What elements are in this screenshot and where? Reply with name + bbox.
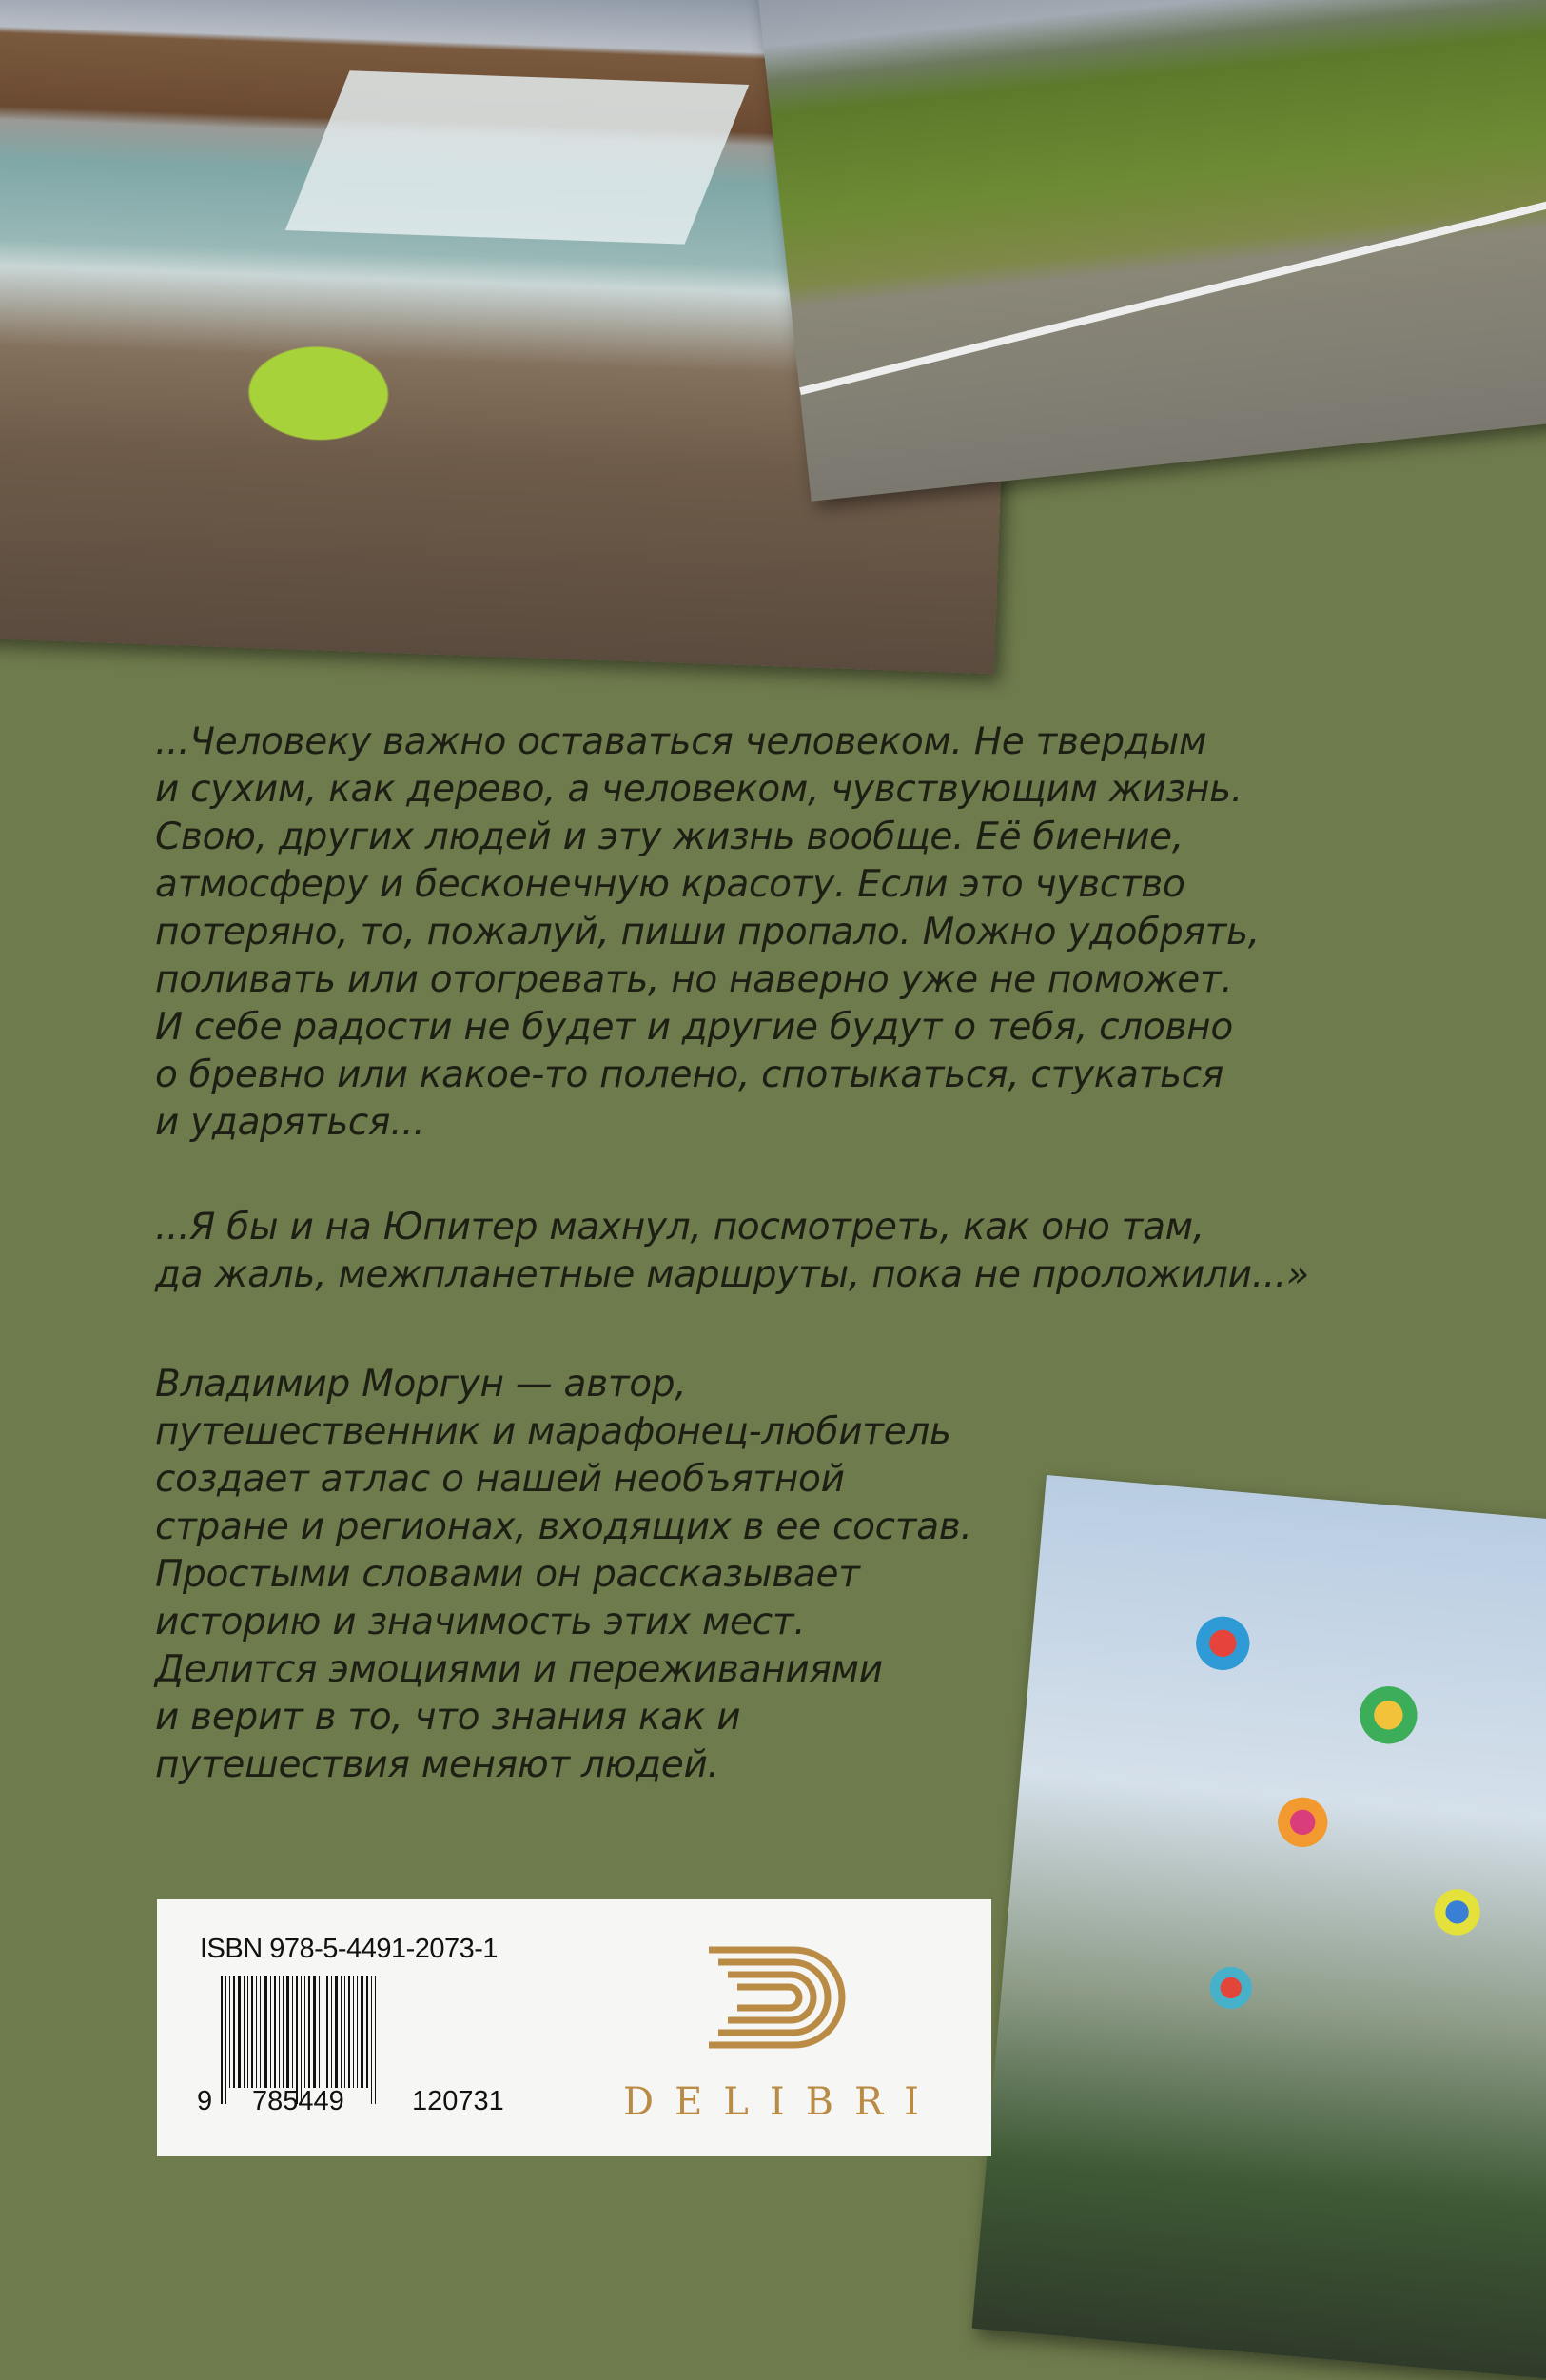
barcode-bar bbox=[279, 1976, 280, 2088]
barcode-bar bbox=[256, 1976, 257, 2088]
barcode-bar bbox=[353, 1976, 354, 2088]
barcode-bar bbox=[366, 1976, 368, 2088]
road-marking bbox=[799, 157, 1546, 395]
text-line: и сухим, как дерево, а человеком, чувствующим жизнь. bbox=[155, 768, 1243, 811]
barcode-digits-left: 785449 bbox=[252, 2086, 344, 2116]
barcode-bar bbox=[313, 1976, 316, 2088]
text-line: путешествия меняют людей. bbox=[155, 1743, 719, 1786]
quote-paragraph-1 bbox=[155, 718, 1260, 1147]
text-line: потеряно, то, пожалуй, пиши пропало. Можно удобрять, bbox=[155, 911, 1260, 954]
text-line: историю и значимость этих мест. bbox=[155, 1601, 806, 1643]
barcode-bar bbox=[260, 1976, 261, 2088]
barcode-bar bbox=[251, 1976, 253, 2088]
barcode-label bbox=[157, 1899, 991, 2156]
text-line: поливать или отогревать, но наверно уже не поможет. bbox=[155, 958, 1233, 1001]
barcode-bar bbox=[308, 1976, 310, 2088]
text-line: Владимир Моргун — автор, bbox=[155, 1363, 687, 1406]
barcode-bar bbox=[335, 1976, 338, 2088]
text-line: создает атлас о нашей необъятной bbox=[155, 1458, 845, 1501]
barcode-bar bbox=[348, 1976, 350, 2088]
barcode-bar bbox=[301, 1976, 302, 2104]
barcode-digit-first: 9 bbox=[197, 2086, 213, 2116]
barcode-bar bbox=[344, 1976, 345, 2088]
barcode-bar bbox=[361, 1976, 363, 2088]
barcode-bar bbox=[247, 1976, 248, 2088]
text-line: и верит в то, что знания как и bbox=[155, 1696, 741, 1739]
text-line: атмосферу и бесконечную красоту. Если это чувство bbox=[155, 863, 1185, 906]
barcode-bar bbox=[283, 1976, 284, 2088]
isbn-text: ISBN 978-5-4491-2073-1 bbox=[200, 1934, 499, 1964]
author-description bbox=[155, 1361, 972, 1789]
text-line: путешественник и марафонец-любитель bbox=[155, 1410, 951, 1453]
barcode-bar bbox=[331, 1976, 332, 2088]
barcode-bar bbox=[296, 1976, 298, 2104]
delibri-logo-icon bbox=[709, 1945, 861, 2050]
barcode-bar bbox=[375, 1976, 376, 2104]
barcode-bar bbox=[292, 1976, 293, 2088]
barcode-bar bbox=[326, 1976, 328, 2088]
barcode-bar bbox=[274, 1976, 276, 2088]
barcode-bar bbox=[264, 1976, 267, 2088]
barcode-bar bbox=[233, 1976, 235, 2088]
text-line: стране и регионах, входящих в ее состав. bbox=[155, 1505, 972, 1548]
publisher-name: DELIBRI bbox=[623, 2080, 940, 2124]
barcode-bar bbox=[225, 1976, 226, 2104]
barcode-bar bbox=[357, 1976, 358, 2088]
barcode-bar bbox=[341, 1976, 342, 2088]
umbrella-alley-photo bbox=[972, 1475, 1546, 2380]
barcode-bar bbox=[221, 1976, 223, 2104]
ice-field bbox=[285, 70, 750, 244]
text-line: Простыми словами он рассказывает bbox=[155, 1553, 860, 1596]
barcode-digits-right: 120731 bbox=[412, 2086, 504, 2116]
text-line: Свою, других людей и эту жизнь вообще. Её биение, bbox=[155, 816, 1184, 858]
quote-paragraph-2 bbox=[155, 1204, 1309, 1299]
barcode-bar bbox=[270, 1976, 271, 2088]
barcode-bar bbox=[229, 1976, 230, 2088]
text-line: да жаль, межпланетные маршруты, пока не проложили...» bbox=[155, 1253, 1309, 1296]
barcode-bar bbox=[286, 1976, 289, 2088]
text-line: ...Человеку важно оставаться человеком. Не твердым bbox=[155, 720, 1207, 763]
barcode-bar bbox=[304, 1976, 305, 2088]
text-line: о бревно или какое-то полено, спотыкаться, стукаться bbox=[155, 1053, 1224, 1096]
text-line: Делится эмоциями и переживаниями bbox=[155, 1648, 883, 1691]
barcode-bar bbox=[371, 1976, 372, 2104]
grassland-road-photo bbox=[752, 0, 1546, 502]
barcode-bar bbox=[238, 1976, 241, 2088]
barcode-bar bbox=[319, 1976, 320, 2088]
text-line: и ударяться... bbox=[155, 1101, 425, 1144]
text-line: И себе радости не будет и другие будут о тебя, словно bbox=[155, 1006, 1233, 1049]
text-line: ...Я бы и на Юпитер махнул, посмотреть, как оно там, bbox=[155, 1206, 1204, 1249]
barcode-bar bbox=[244, 1976, 245, 2088]
